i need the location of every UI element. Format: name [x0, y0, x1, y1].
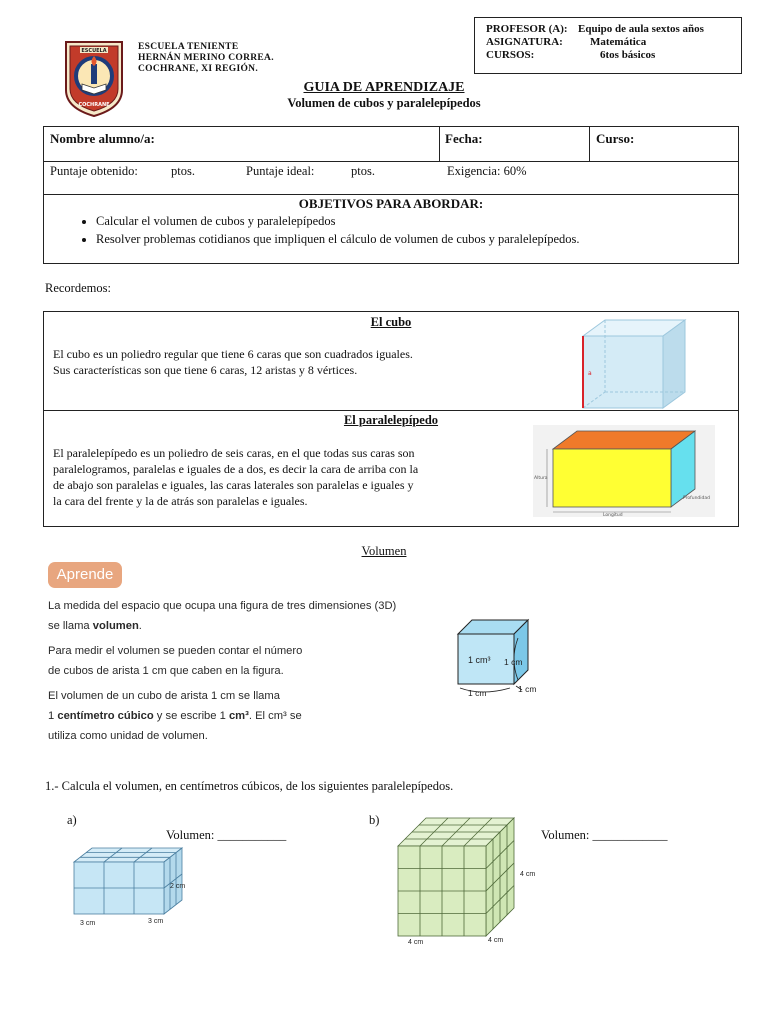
score-label: Puntaje obtenido:	[50, 164, 138, 178]
cube-line: Sus características son que tiene 6 caras, 12 aristas y 8 vértices.	[53, 363, 358, 377]
teacher-label: PROFESOR (A):	[486, 23, 568, 35]
objective-item: • Resolver problemas cotidianos que impliquen el cálculo de volumen de cubos y paralelepípedos.	[96, 230, 580, 248]
item-b-volume-field[interactable]: Volumen: ____________	[541, 828, 668, 842]
school-name	[138, 42, 274, 75]
cube-illustration	[579, 316, 691, 410]
courses-label: CURSOS:	[486, 49, 535, 61]
prism-depth-label: Profundidad	[683, 496, 711, 501]
item-b-dim-label: 4 cm	[408, 939, 424, 946]
course-label: Curso:	[596, 131, 635, 146]
cube-title: El cubo	[370, 315, 412, 329]
ideal-score-label: Puntaje ideal:	[246, 164, 315, 178]
objectives-title: OBJETIVOS PARA ABORDAR:	[298, 196, 484, 211]
prism-line: la cara del frente y la de atrás son paralelas e iguales.	[53, 494, 308, 508]
page-title: GUIA DE APRENDIZAJE	[303, 80, 465, 95]
prism-line: El paralelepípedo es un poliedro de seis caras, en el que todas sus caras son	[53, 446, 415, 460]
score-unit: ptos.	[171, 164, 195, 178]
logo-top-text: ESCUELA	[81, 48, 107, 54]
prism-length-label: Longitud	[603, 513, 623, 517]
cube-description	[53, 346, 413, 378]
volumen-title: Volumen	[361, 544, 407, 558]
unit-cube-illustration	[452, 616, 552, 700]
logo-bottom-text: COCHRANE	[78, 102, 110, 108]
aprende-line: Para medir el volumen se pueden contar el número	[48, 645, 303, 657]
school-line: COCHRANE, XI REGIÓN.	[138, 64, 259, 74]
prism-height-label: Altura	[534, 476, 548, 481]
item-a-block-illustration	[70, 842, 200, 930]
unit-cube-bottom-right-label: 1 cm	[518, 684, 537, 694]
aprende-bold: centímetro cúbico	[57, 710, 154, 722]
teacher-value: Equipo de aula sextos años	[578, 23, 704, 35]
prism-line: de abajo son paralelas e iguales, las caras laterales son paralelas e iguales y	[53, 478, 414, 492]
school-line: HERNÁN MERINO CORREA.	[138, 53, 274, 63]
student-info-table	[43, 126, 739, 264]
unit-cube-face-label: 1 cm³	[468, 655, 491, 665]
prism-illustration	[533, 425, 715, 517]
objective-item: • Calcular el volumen de cubos y paralelepípedos	[96, 212, 580, 230]
item-a-dim-label: 3 cm	[80, 920, 96, 927]
item-a-dim-label: 3 cm	[148, 918, 164, 925]
definitions-table	[43, 311, 739, 527]
item-a-dim-label: 2 cm	[170, 883, 186, 890]
ideal-score-unit: ptos.	[351, 164, 375, 178]
subject-value: Matemática	[590, 36, 647, 48]
cube-line: El cubo es un poliedro regular que tiene 6 caras que son cuadrados iguales.	[53, 347, 413, 361]
aprende-paragraph-3	[48, 686, 302, 746]
aprende-text: y se escribe 1	[153, 710, 229, 722]
aprende-line: La medida del espacio que ocupa una figura de tres dimensiones (3D)	[48, 600, 397, 612]
item-b-dim-label: 4 cm	[520, 871, 536, 878]
item-b-label: b)	[369, 813, 380, 827]
unit-cube-side-label: 1 cm	[504, 657, 523, 667]
school-line: ESCUELA TENIENTE	[138, 42, 239, 52]
student-name-label: Nombre alumno/a:	[50, 131, 155, 146]
date-label: Fecha:	[445, 131, 483, 146]
aprende-text: 1	[48, 710, 58, 722]
unit-cube-bottom-left-label: 1 cm	[468, 688, 487, 698]
page-subtitle: Volumen de cubos y paralelepípedos	[287, 96, 481, 110]
cube-edge-label: a	[588, 370, 592, 377]
teacher-info-box	[474, 17, 742, 74]
aprende-line: utiliza como unidad de volumen.	[48, 730, 208, 742]
aprende-bold: volumen	[92, 620, 139, 632]
item-b-block-illustration	[392, 812, 552, 946]
exercise-question: 1.- Calcula el volumen, en centímetros cúbicos, de los siguientes paralelepípedos.	[45, 779, 454, 793]
aprende-line: El volumen de un cubo de arista 1 cm se llama	[48, 690, 280, 702]
recordemos-label: Recordemos:	[45, 281, 111, 295]
prism-line: paralelogramos, paralelas e iguales de a dos, es decir la cara de arriba con la	[53, 462, 419, 476]
courses-value: 6tos básicos	[600, 49, 656, 61]
item-b-dim-label: 4 cm	[488, 937, 504, 944]
aprende-paragraph-1	[48, 596, 396, 636]
aprende-text: .	[138, 620, 142, 632]
aprende-bold: cm³	[228, 710, 249, 722]
aprende-line: de cubos de arista 1 cm que caben en la figura.	[48, 665, 284, 677]
subject-label: ASIGNATURA:	[486, 36, 563, 48]
aprende-text: . El cm³ se	[248, 710, 302, 722]
aprende-badge: Aprende	[48, 562, 122, 588]
prism-description	[53, 445, 418, 509]
aprende-paragraph-2	[48, 641, 302, 681]
aprende-text: se llama	[48, 620, 93, 632]
prism-title: El paralelepípedo	[343, 413, 439, 427]
objectives-list	[74, 212, 580, 248]
item-a-volume-field[interactable]: Volumen: ___________	[166, 828, 287, 842]
item-a-label: a)	[67, 813, 77, 827]
demand-text: Exigencia: 60%	[447, 164, 527, 178]
